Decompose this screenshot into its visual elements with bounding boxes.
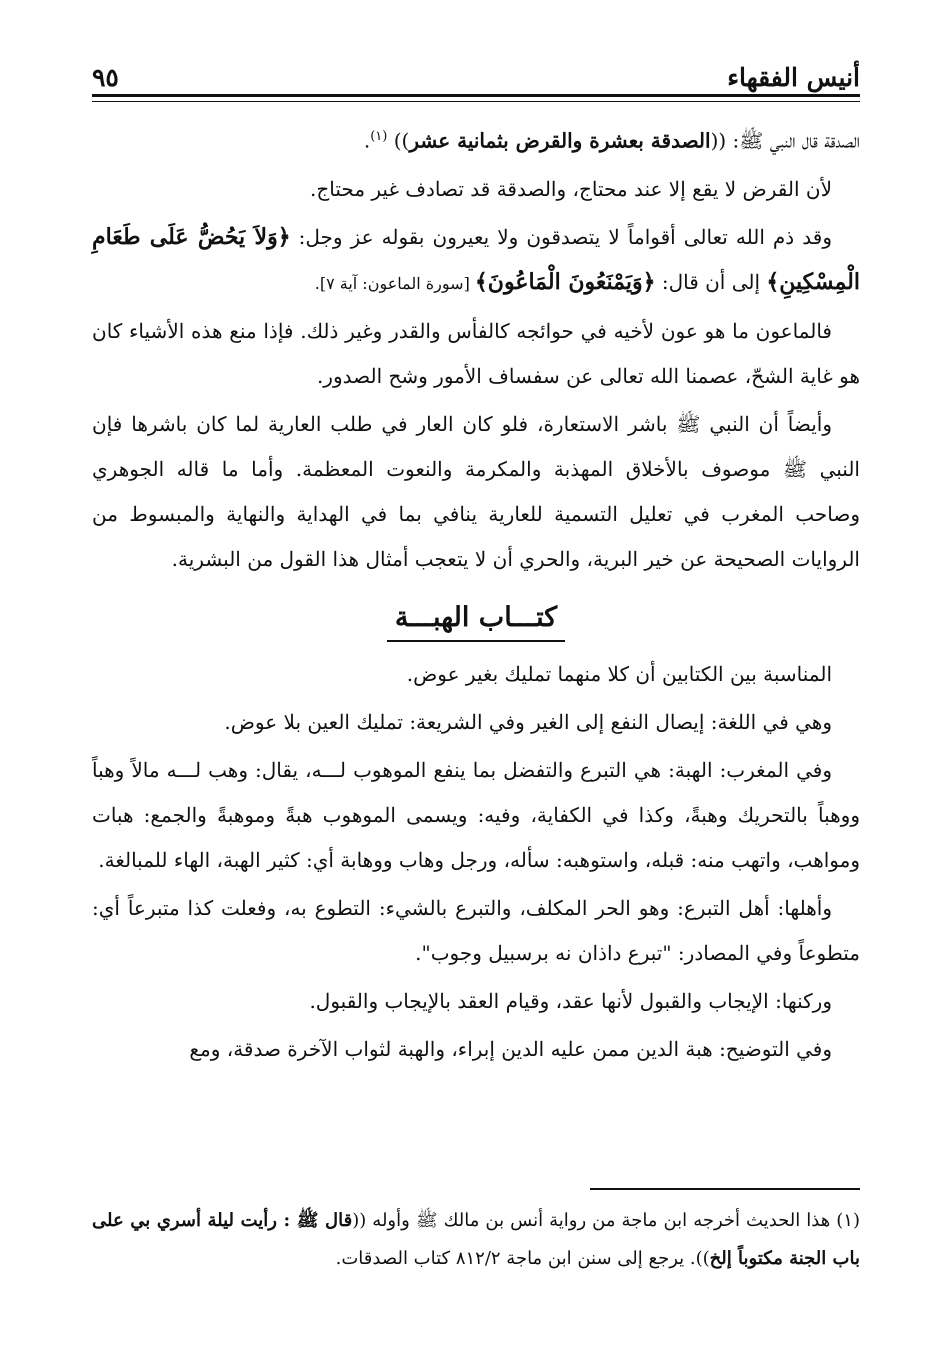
footnote-separator	[590, 1188, 860, 1190]
header-rule-thin	[92, 101, 860, 102]
paragraph	[92, 215, 860, 306]
paragraph: وأيضاً أن النبي ﷺ باشر الاستعارة، فلو كان العار في طلب العارية لما كان باشرها فإن النبي ﷺ موصوف بالأخلاق المهذبة والمكرمة والنعوت المعظمة. وأما ما قاله الجوهري وصاحب المغرب في تعليل التسمية للعارية ينافي بما في الهداية والنهاية والمبسوط من الروايات الصحيحة عن خير البرية، والحري أن لا يتعجب أمثال هذا القول من البشرية.	[92, 411, 860, 571]
text-run: وقد ذم الله تعالى أقواماً لا يتصدقون ولا يعيرون بقوله عز وجل:	[290, 224, 832, 249]
page-number: ٩٥	[92, 63, 119, 92]
text-run: ))	[393, 128, 410, 153]
paragraph: فالماعون ما هو عون لأخيه في حوائجه كالفأس والقدر وغير ذلك. فإذا منع هذه الأشياء كان هو غاية الشحّ، عصمنا الله تعالى عن سفساف الأمور وشح الصدور.	[92, 318, 860, 388]
quran-verse: ﴿وَيَمْنَعُونَ الْمَاعُونَ﴾	[474, 268, 656, 295]
text-run: إلى أن قال:	[655, 269, 767, 294]
footnote	[92, 1202, 860, 1278]
text-run: )). يرجع إلى سنن ابن ماجة ٨١٢/٢ كتاب الصدقات.	[335, 1248, 710, 1269]
paragraph: وركنها: الإيجاب والقبول لأنها عقد، وقيام العقد بالإيجاب والقبول.	[309, 988, 832, 1013]
hadith-quote: قال ﷺ : رأيت ليلة أسري بي على باب الجنة مكتوباً إلخ	[92, 1210, 860, 1269]
paragraph: المناسبة بين الكتابين أن كلا منهما تمليك بغير عوض.	[406, 661, 832, 686]
page-body	[92, 114, 860, 1075]
text-run: الصدقة قال النبي ﷺ: ((	[710, 128, 860, 153]
page-header	[92, 52, 860, 92]
paragraph: وفي المغرب: الهبة: هي التبرع والتفضل بما ينفع الموهوب لـــه، يقال: وهب لـــه مالاً وهباً ووهباً بالتحريك وهبةً، وكذا في الكفاية، وفيه: ويسمى الموهوب هبةً وموهبةً والجمع: هبات ومواهب، واتهب منه: قبله، واستوهبه: سأله، ورجل وهاب ووهابة أي: كثير الهبة، الهاء للمبالغة.	[92, 757, 860, 872]
paragraph: لأن القرض لا يقع إلا عند محتاج، والصدقة قد تصادف غير محتاج.	[310, 176, 832, 201]
paragraph: الصدقة قال النبي ﷺ: ((الصدقة بعشرة والقرض بثمانية عشر)) $^{(١)}$.	[363, 128, 860, 153]
quran-verse: ﴿وَلاَ يَحُضُّ عَلَى طَعَامِ الْمِسْكِينِ﴾	[92, 223, 860, 295]
running-title: أنيس الفقهاء	[727, 63, 860, 92]
paragraph: وأهلها: أهل التبرع: وهو الحر المكلف، والتبرع بالشيء: التطوع به، وفعلت كذا متبرعاً أي: متطوعاً وفي المصادر: "تبرع داذان نه برسبيل وجوب".	[92, 895, 860, 965]
hadith-quote: الصدقة بعشرة والقرض بثمانية عشر	[409, 128, 711, 153]
section-heading	[92, 598, 860, 642]
footnote-marker: (١)	[370, 129, 388, 144]
text-run: (١) هذا الحديث أخرجه ابن ماجة من رواية أنس بن مالك ﷺ وأوله ((	[352, 1210, 860, 1231]
section-title: كتـــاب الهبـــة	[387, 598, 565, 642]
paragraph: وفي التوضيح: هبة الدين ممن عليه الدين إبراء، والهبة لثواب الآخرة صدقة، ومع	[189, 1036, 832, 1061]
header-rule-thick	[92, 94, 860, 97]
paragraph: وهي في اللغة: إيصال النفع إلى الغير وفي الشريعة: تمليك العين بلا عوض.	[224, 709, 832, 734]
verse-reference: [سورة الماعون: آية ٧].	[314, 273, 475, 293]
